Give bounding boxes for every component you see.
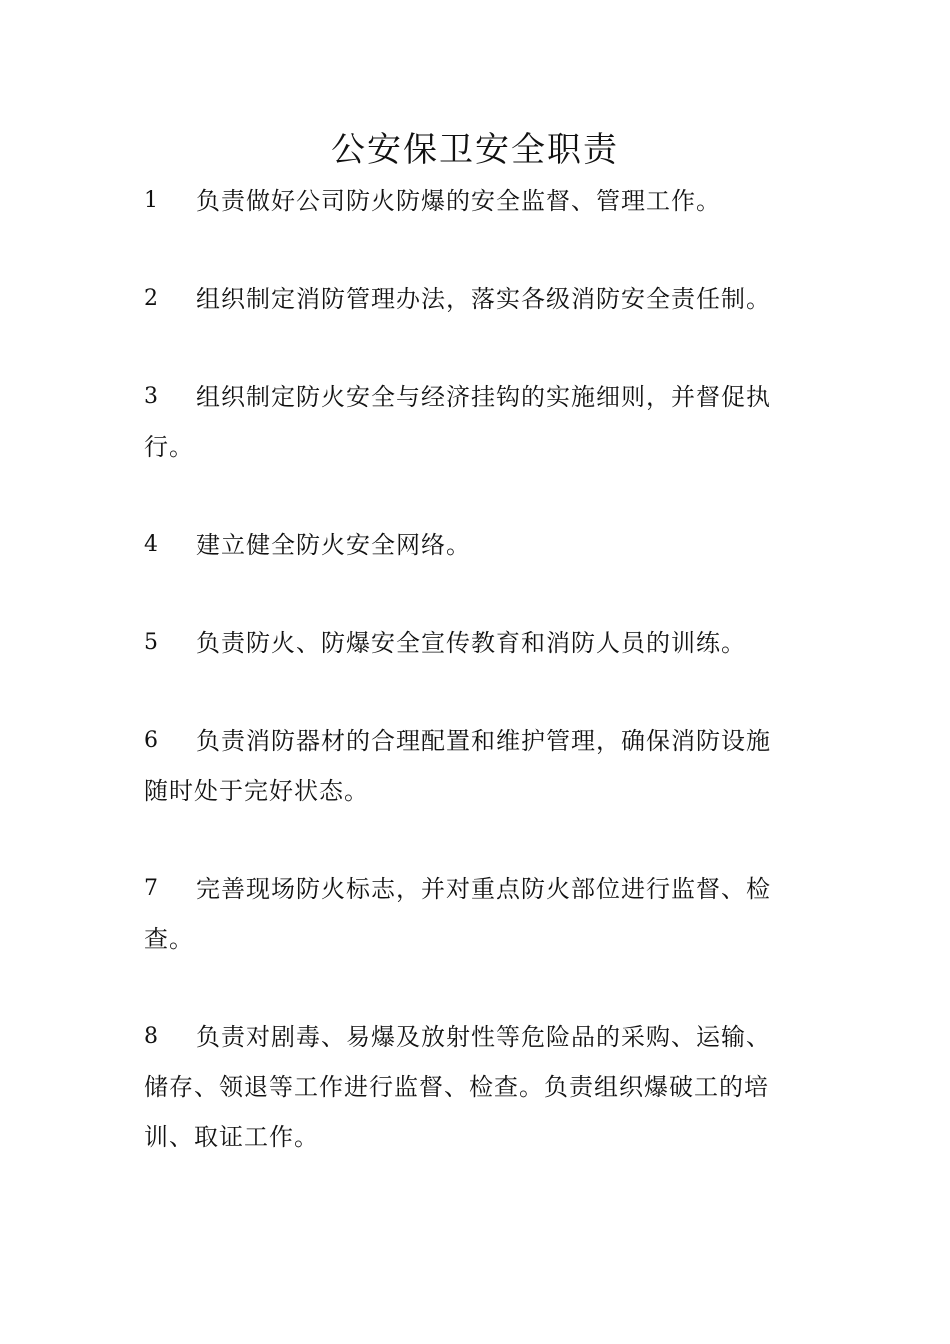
item-number: 8 xyxy=(144,1024,158,1049)
item-text: 负责做好公司防火防爆的安全监督、管理工作。 xyxy=(196,187,721,215)
item-number: 5 xyxy=(144,630,158,655)
item-number: 2 xyxy=(144,286,158,311)
responsibility-list xyxy=(144,176,810,1210)
list-item xyxy=(144,372,810,472)
list-item xyxy=(144,716,810,816)
item-number: 4 xyxy=(144,532,158,557)
item-text: 建立健全防火安全网络。 xyxy=(196,531,471,559)
page-title: 公安保卫安全职责 xyxy=(331,130,619,170)
item-number: 3 xyxy=(144,384,158,409)
item-text-continuation: 查。 xyxy=(144,925,194,953)
item-text: 组织制定防火安全与经济挂钩的实施细则，并督促执 xyxy=(196,383,771,411)
item-text: 完善现场防火标志，并对重点防火部位进行监督、检 xyxy=(196,875,771,903)
item-text-continuation: 随时处于完好状态。 xyxy=(144,777,369,805)
item-text: 负责消防器材的合理配置和维护管理，确保消防设施 xyxy=(196,727,771,755)
item-number: 6 xyxy=(144,728,158,753)
item-number: 1 xyxy=(144,188,158,213)
list-item xyxy=(144,618,810,668)
item-text: 负责防火、防爆安全宣传教育和消防人员的训练。 xyxy=(196,629,746,657)
list-item xyxy=(144,520,810,570)
item-text: 组织制定消防管理办法，落实各级消防安全责任制。 xyxy=(196,285,771,313)
item-text-continuation: 训、取证工作。 xyxy=(144,1123,319,1151)
list-item xyxy=(144,864,810,964)
item-text: 负责对剧毒、易爆及放射性等危险品的采购、运输、 xyxy=(196,1023,771,1051)
item-number: 7 xyxy=(144,876,158,901)
list-item xyxy=(144,176,810,226)
list-item xyxy=(144,1012,810,1162)
item-text-continuation: 储存、领退等工作进行监督、检查。负责组织爆破工的培 xyxy=(144,1073,769,1101)
item-text-continuation: 行。 xyxy=(144,433,194,461)
list-item xyxy=(144,274,810,324)
